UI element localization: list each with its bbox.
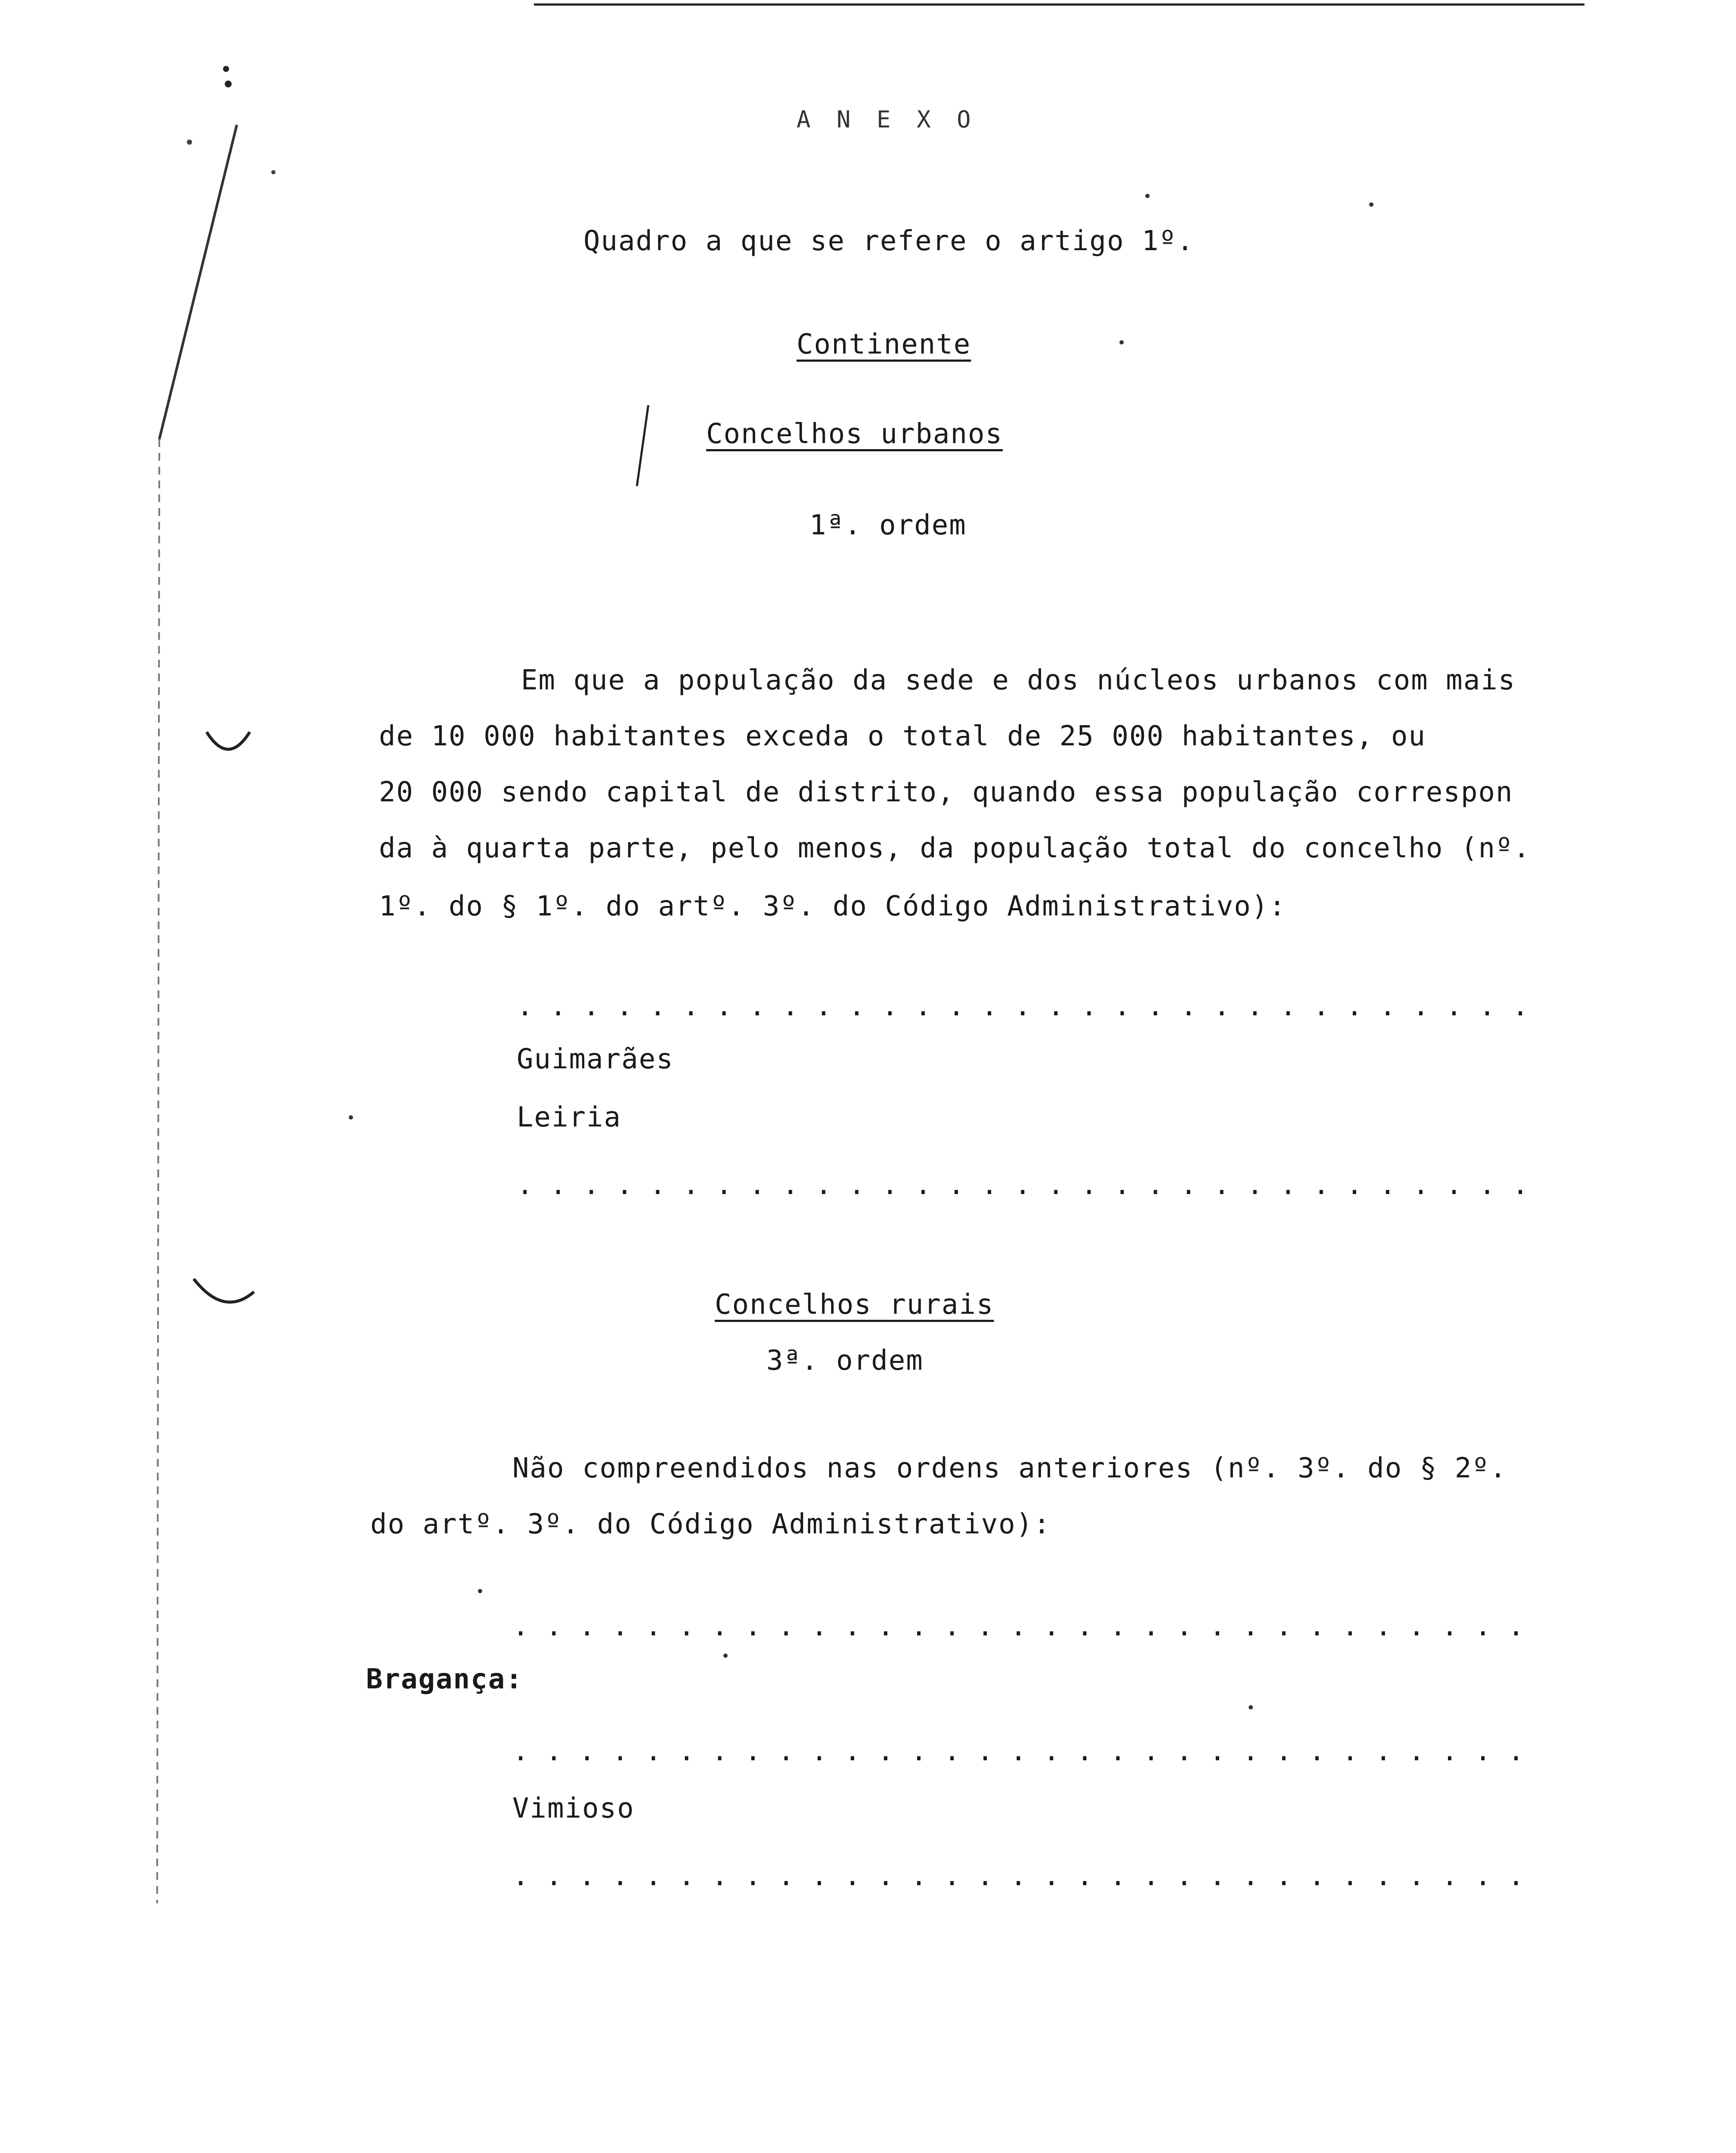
top-edge-line: [534, 3, 1584, 6]
scan-speck: [1369, 202, 1373, 207]
region-title: Continente: [797, 329, 971, 360]
urban-ellipsis-bottom: . . . . . . . . . . . . . . . . . . . . . . . . . . . . . . .: [517, 1169, 1529, 1201]
urban-order: 1ª. ordem: [809, 509, 967, 541]
paragraph-line: de 10 000 habitantes exceda o total de 25 000 habitantes, ou: [379, 720, 1426, 752]
rural-section-title: Concelhos rurais: [715, 1289, 994, 1321]
margin-marks: [142, 52, 284, 1946]
urban-section-title: Concelhos urbanos: [706, 418, 1003, 450]
paragraph-line: 20 000 sendo capital de distrito, quando essa população correspon: [379, 776, 1513, 808]
rural-order: 3ª. ordem: [766, 1345, 924, 1377]
rural-ellipsis-bottom: . . . . . . . . . . . . . . . . . . . . . . . . . . . . . . .: [512, 1860, 1525, 1892]
document-subtitle: Quadro a que se refere o artigo 1º.: [583, 225, 1194, 257]
urban-item-guimaraes: Guimarães: [517, 1043, 674, 1075]
rural-item-vimioso: Vimioso: [512, 1793, 635, 1824]
paragraph-line: Não compreendidos nas ordens anteriores (nº. 3º. do § 2º.: [512, 1452, 1507, 1484]
margin-stroke: [636, 405, 649, 487]
scan-speck: [1145, 194, 1150, 198]
paragraph-line: Em que a população da sede e dos núcleos urbanos com mais: [521, 664, 1516, 696]
scan-speck: [349, 1115, 353, 1120]
scan-speck: [723, 1654, 728, 1658]
scan-speck: [1119, 340, 1124, 344]
paragraph-line: da à quarta parte, pelo menos, da população total do concelho (nº.: [379, 832, 1531, 864]
rural-district-braganca: Bragança:: [366, 1663, 523, 1695]
paragraph-line: do artº. 3º. do Código Administrativo):: [370, 1508, 1051, 1540]
paragraph-line: 1º. do § 1º. do artº. 3º. do Código Administrativo):: [379, 890, 1286, 922]
urban-ellipsis-top: . . . . . . . . . . . . . . . . . . . . . . . . . . . . . . .: [517, 990, 1529, 1022]
urban-item-leiria: Leiria: [517, 1101, 622, 1133]
scan-speck: [1249, 1705, 1253, 1709]
scan-speck: [478, 1589, 482, 1593]
rural-ellipsis-top: . . . . . . . . . . . . . . . . . . . . . . . . . . . . . . .: [512, 1610, 1525, 1642]
document-heading: A N E X O: [797, 106, 977, 133]
rural-ellipsis-middle: . . . . . . . . . . . . . . . . . . . . . . . . . . . . . . .: [512, 1735, 1525, 1767]
